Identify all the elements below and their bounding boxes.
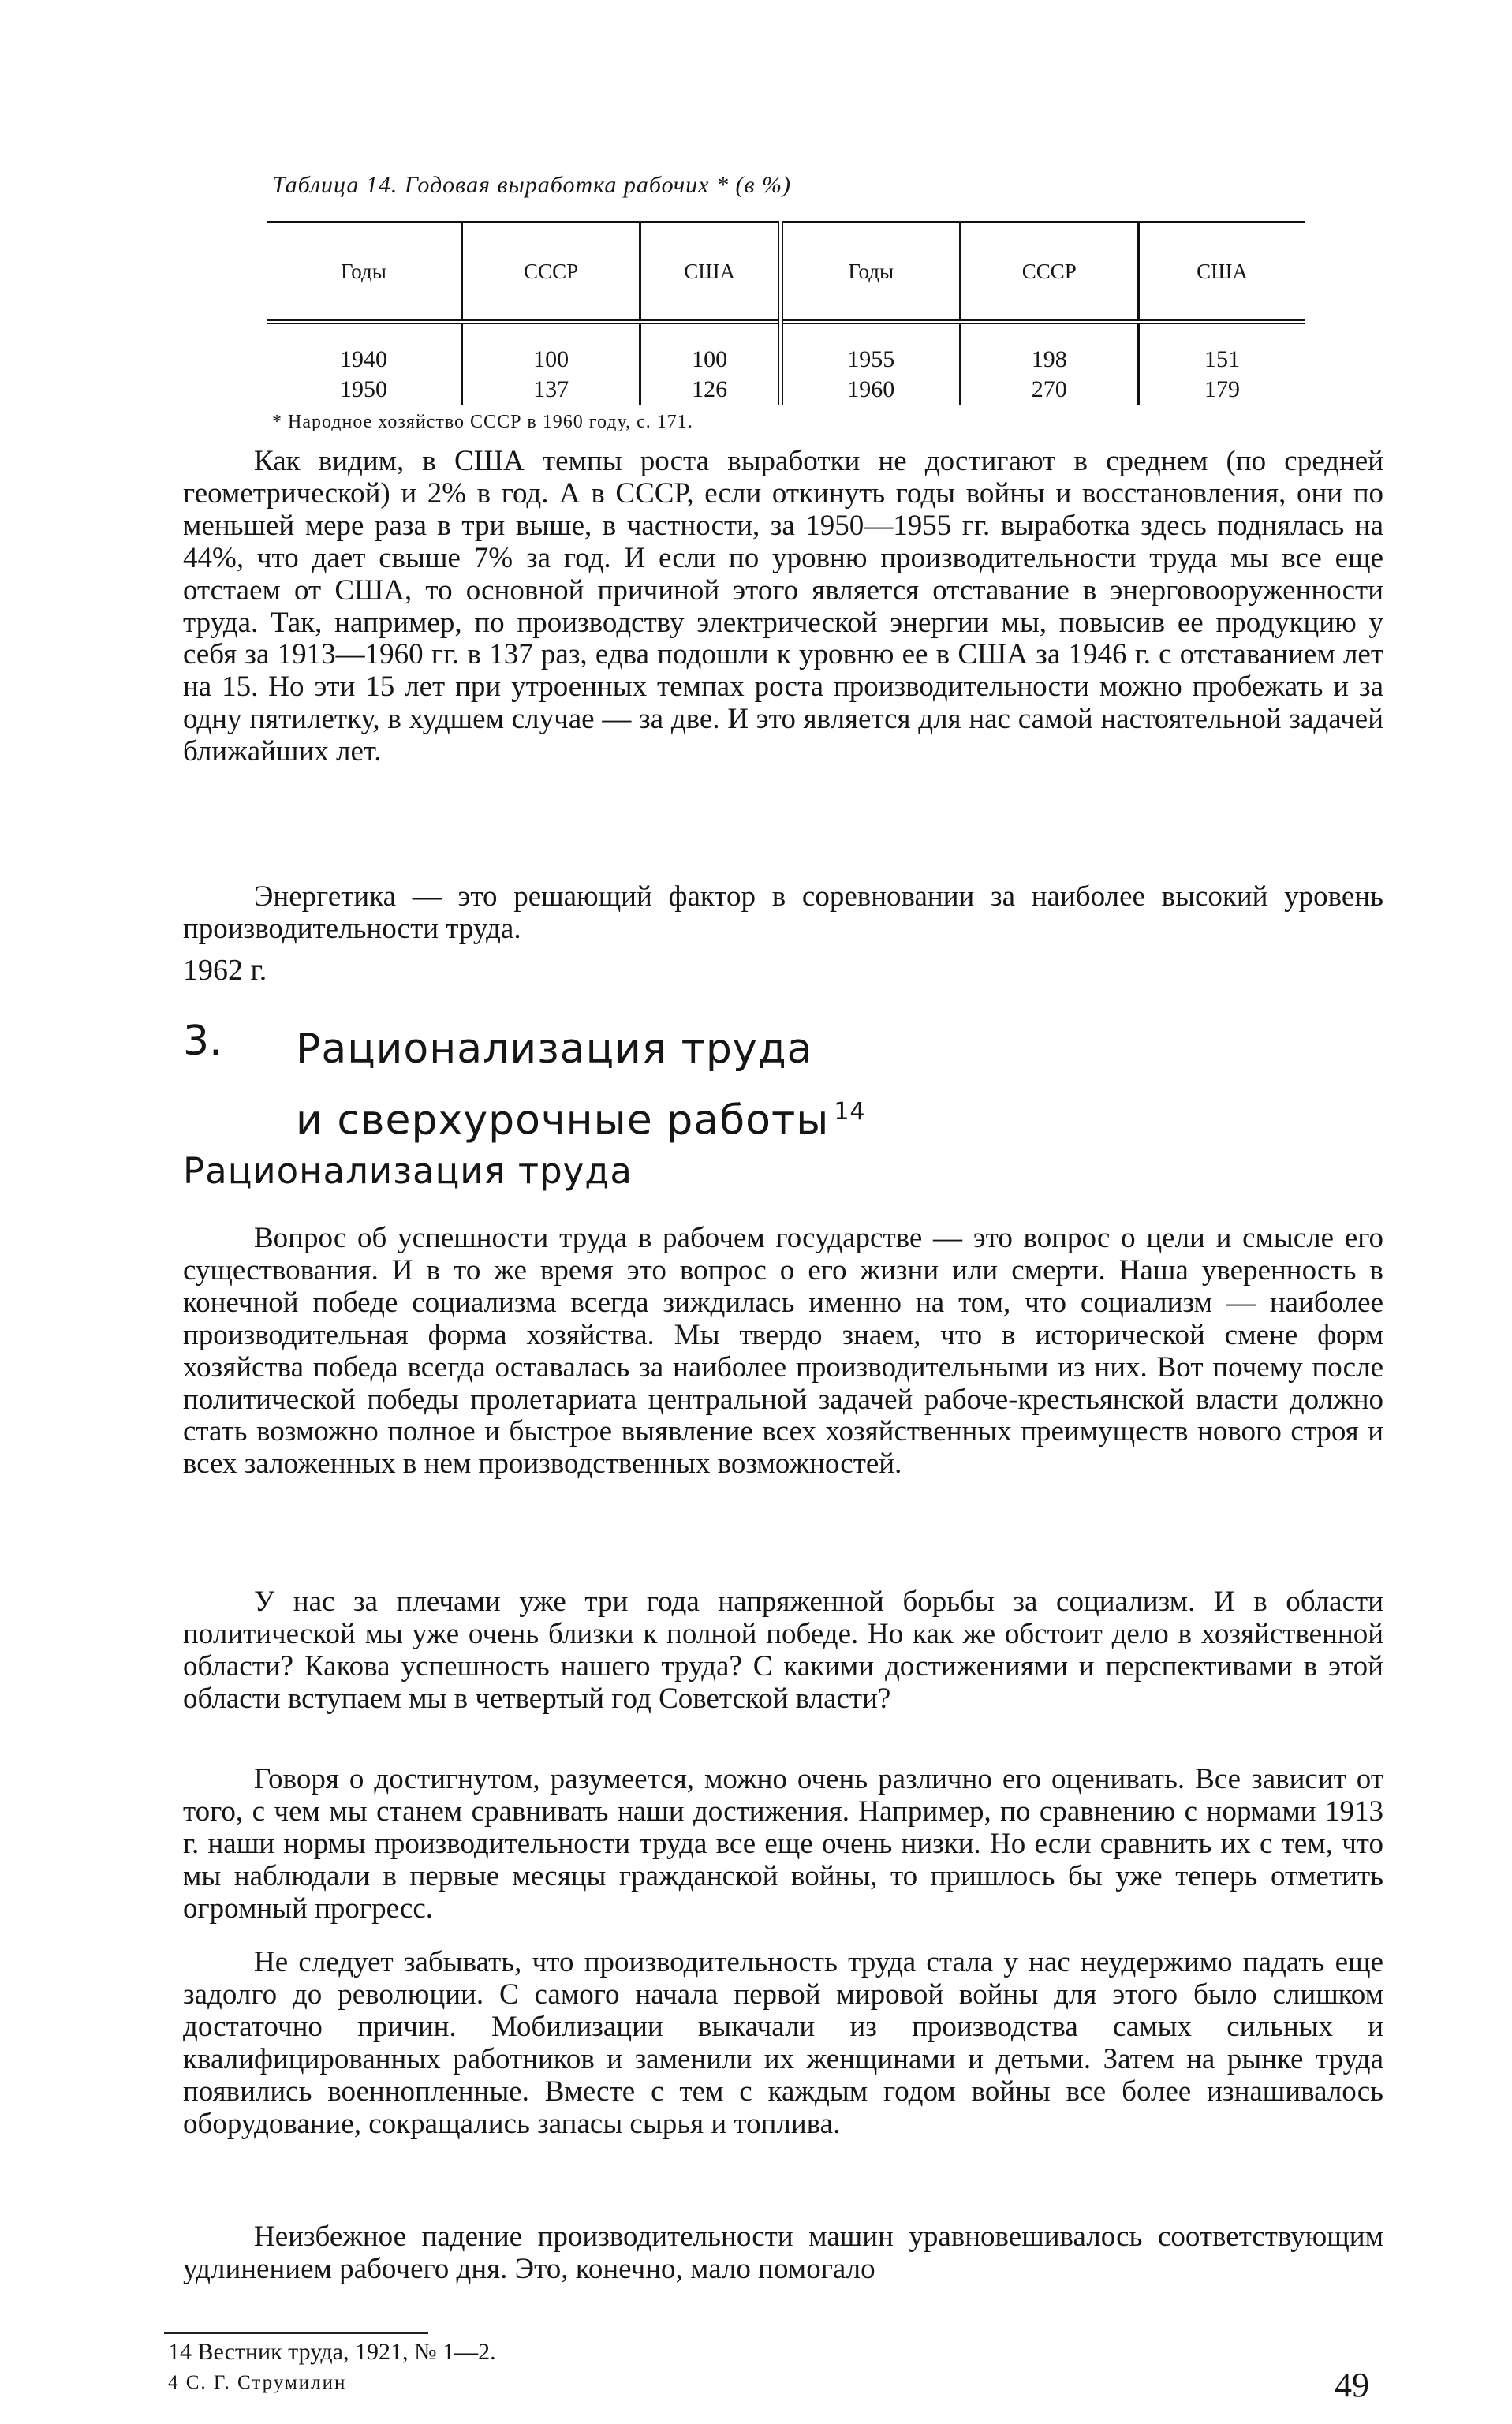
paragraph: Вопрос об успешности труда в рабочем государстве — это вопрос о цели и смысле его существования. И в то же время это вопрос о его жизни или смерти. Наша уверенность в конечной победе социализма всегда зиждилась именно на том, что социализм — наиболее производительная форма хозяйства. Мы твердо знаем, что в исторической смене форм хозяйства победа всегда оставалась за наиболее производительными из них. Вот почему после политической победы пролетариата центральной задачей рабоче-крестьянской власти должно стать возможно полное и быстрое выявление всех хозяйственных преимуществ нового строя и всех заложенных в нем производственных возможностей. — [183, 1222, 1383, 1481]
paragraph: Говоря о достигнутом, разумеется, можно очень различно его оценивать. Все зависит от того, с чем мы станем сравнивать наши достижения. Например, по сравнению с нормами 1913 г. наши нормы производительности труда все еще очень низки. Но если сравнить их с тем, что мы наблюдали в первые месяцы гражданской войны, то пришлось бы уже теперь отметить огромный прогресс. — [183, 1763, 1383, 1925]
header-years-1: Годы — [267, 222, 461, 323]
footnote: 14 Вестник труда, 1921, № 1—2. — [168, 2339, 496, 2365]
paragraph: Энергетика — это решающий фактор в соревновании за наиболее высокий уровень производительности труда. — [183, 880, 1383, 945]
table-caption: Таблица 14. Годовая выработка рабочих * (в %) — [272, 172, 791, 198]
table-footnote: * Народное хозяйство СССР в 1960 году, с. 171. — [272, 412, 693, 432]
section-number: 3. — [183, 1018, 222, 1065]
page-number: 49 — [1335, 2366, 1369, 2404]
header-usa-2: США — [1138, 222, 1305, 323]
table-cell: 198 270 — [960, 322, 1138, 405]
paragraph: Не следует забывать, что производительность труда стала у нас неудержимо падать еще задолго до революции. С самого начала первой мировой войны для этого было слишком достаточно причин. Мобилизации выкачали из производства самых сильных и квалифицированных работников и заменили их женщинами и детьми. Затем на рынке труда появились военнопленные. Вместе с тем с каждым годом войны все более изнашивалось оборудование, сокращались запасы сырья и топлива. — [183, 1946, 1383, 2140]
paragraph: Неизбежное падение производительности машин уравновешивалось соответствующим удлинением рабочего дня. Это, конечно, мало помогало — [183, 2220, 1383, 2285]
subheading: Рационализация труда — [183, 1150, 633, 1192]
footnote-divider — [164, 2332, 428, 2334]
table-cell: 100 126 — [640, 322, 781, 405]
section-title-line: Рационализация труда — [296, 1025, 813, 1073]
printer-signature: 4 С. Г. Струмилин — [168, 2372, 347, 2393]
date-line: 1962 г. — [183, 954, 267, 987]
footnote-ref: 14 — [834, 1098, 866, 1126]
section-title — [296, 1018, 866, 1152]
table-cell: 151 179 — [1138, 322, 1305, 405]
paragraph: Как видим, в США темпы роста выработки не достигают в среднем (по средней геометрической) и 2% в год. А в СССР, если откинуть годы войны и восстановления, они по меньшей мере раза в три выше, в частности, за 1950—1955 гг. выработка здесь поднялась на 44%, что дает свыше 7% за год. И если по уровню производительности труда мы все еще отстаем от США, то основной причиной этого является отставание в энерговооруженности труда. Так, например, по производству электрической энергии мы, повысив ее продукцию у себя за 1913—1960 гг. в 137 раз, едва подошли к уровню ее в США за 1946 г. с отставанием лет на 15. Но эти 15 лет при утроенных темпах роста производительности можно пробежать и за одну пятилетку, в худшем случае — за две. И это является для нас самой настоятельной задачей ближайших лет. — [183, 445, 1383, 768]
table-cell: 1955 1960 — [780, 322, 960, 405]
header-ussr-2: СССР — [960, 222, 1138, 323]
header-years-2: Годы — [780, 222, 960, 323]
table-row — [267, 322, 1305, 405]
productivity-table — [267, 221, 1305, 405]
section-title-line: и сверхурочные работы $^{14}$ — [296, 1096, 866, 1145]
table-header-row — [267, 222, 1305, 323]
paragraph: У нас за плечами уже три года напряженной борьбы за социализм. И в области политической мы уже очень близки к полной победе. Но как же обстоит дело в хозяйственной области? Какова успешность нашего труда? С какими достижениями и перспективами в этой области вступаем мы в четвертый год Советской власти? — [183, 1585, 1383, 1715]
header-ussr-1: СССР — [461, 222, 640, 323]
table-cell: 1940 1950 — [339, 346, 387, 402]
table-cell: 100 137 — [461, 322, 640, 405]
header-usa-1: США — [640, 222, 781, 323]
